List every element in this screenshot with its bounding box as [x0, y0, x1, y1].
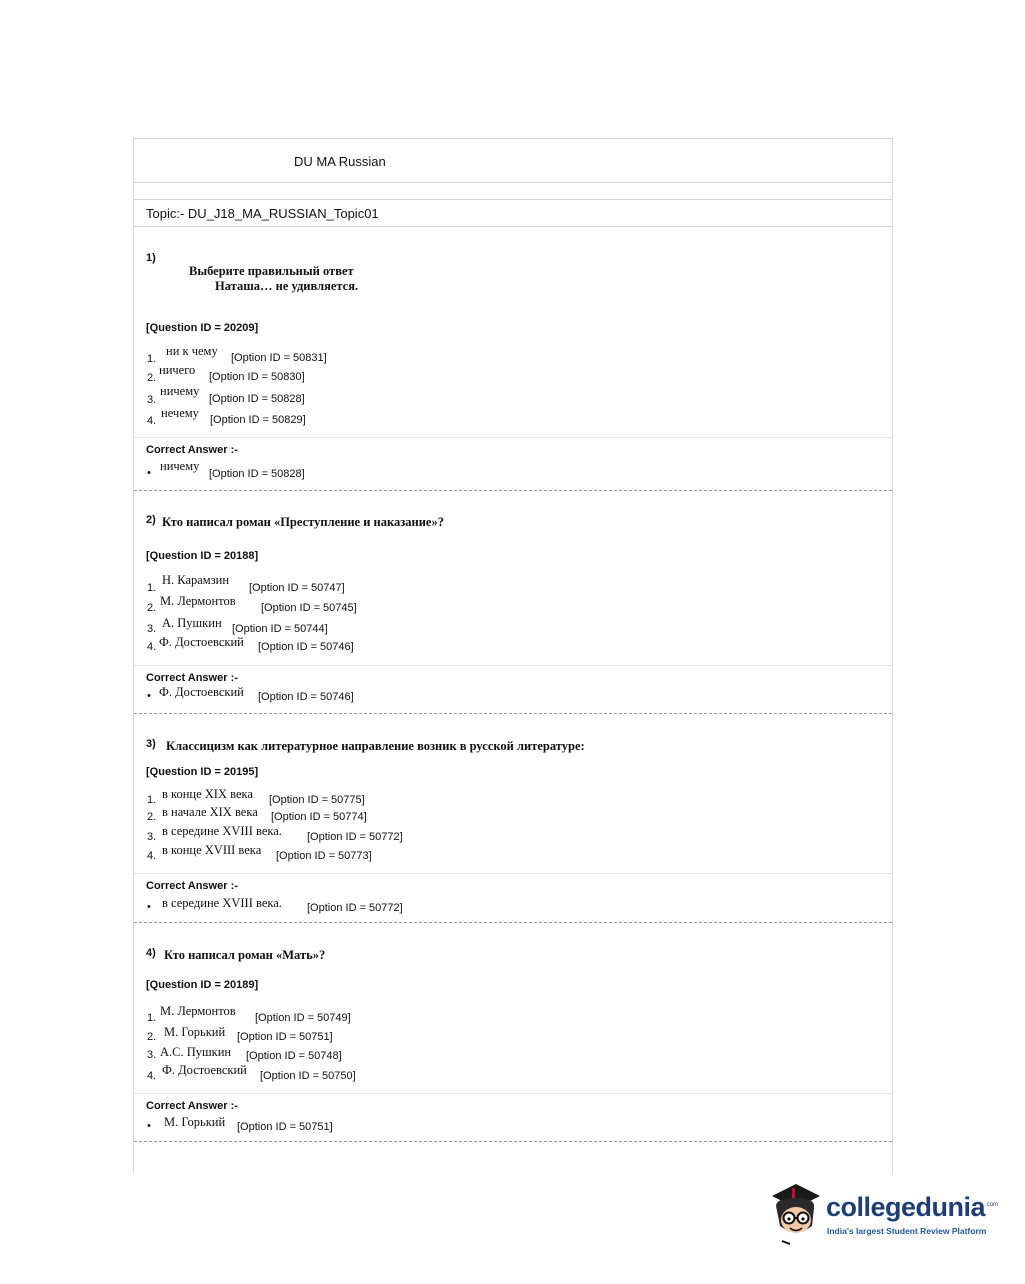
question-number: 1) — [146, 252, 156, 264]
option-number: 4. — [147, 850, 157, 862]
correct-answer-id: [Option ID = 50746] — [258, 691, 354, 703]
question-instruction: Выберите правильный ответ — [189, 264, 354, 278]
option-id: [Option ID = 50745] — [261, 602, 357, 614]
question-sentence: Наташа… не удивляется. — [215, 279, 359, 293]
question-text: Кто написал роман «Преступление и наказание»? — [162, 515, 444, 529]
correct-answer-text: ничему — [160, 459, 200, 473]
question-separator — [134, 1141, 892, 1142]
option-id: [Option ID = 50744] — [232, 623, 328, 635]
divider — [134, 665, 892, 666]
document-title: DU MA Russian — [294, 154, 386, 169]
correct-answer-label: Correct Answer :- — [146, 1100, 238, 1112]
question-text: Классицизм как литературное направление возник в русской литературе: — [166, 739, 585, 753]
answer-bullet: • — [147, 467, 151, 479]
option-number: 1. — [147, 794, 157, 806]
divider — [134, 873, 892, 874]
option-number: 1. — [147, 582, 157, 594]
option-number: 2. — [147, 602, 157, 614]
option-text: ничего — [159, 363, 196, 377]
option-id: [Option ID = 50830] — [209, 371, 305, 383]
option-id: [Option ID = 50748] — [246, 1050, 342, 1062]
option-id: [Option ID = 50746] — [258, 641, 354, 653]
document-frame — [133, 138, 893, 1173]
correct-answer-label: Correct Answer :- — [146, 444, 238, 456]
question-separator — [134, 713, 892, 714]
option-number: 3. — [147, 1049, 157, 1061]
question-id: [Question ID = 20209] — [146, 322, 259, 334]
option-text: Ф. Достоевский — [162, 1063, 247, 1077]
option-id: [Option ID = 50831] — [231, 352, 327, 364]
option-number: 2. — [147, 372, 157, 384]
option-id: [Option ID = 50750] — [260, 1070, 356, 1082]
option-id: [Option ID = 50829] — [210, 414, 306, 426]
correct-answer-id: [Option ID = 50828] — [209, 468, 305, 480]
option-text: в середине XVIII века. — [162, 824, 282, 838]
question-number: 3) — [146, 738, 156, 750]
divider — [134, 1093, 892, 1094]
option-number: 1. — [147, 353, 157, 365]
question-number: 4) — [146, 947, 156, 959]
brand-domain: .com — [985, 1202, 999, 1208]
correct-answer-text: М. Горький — [164, 1115, 226, 1129]
option-number: 4. — [147, 641, 157, 653]
option-number: 4. — [147, 415, 157, 427]
option-id: [Option ID = 50747] — [249, 582, 345, 594]
option-text: ни к чему — [166, 344, 218, 358]
correct-answer-label: Correct Answer :- — [146, 672, 238, 684]
option-number: 3. — [147, 394, 157, 406]
option-id: [Option ID = 50775] — [269, 794, 365, 806]
option-id: [Option ID = 50773] — [276, 850, 372, 862]
question-id: [Question ID = 20189] — [146, 979, 259, 991]
option-text: Н. Карамзин — [162, 573, 230, 587]
option-number: 3. — [147, 623, 157, 635]
brand-name: collegedunia — [826, 1192, 986, 1222]
option-text: Ф. Достоевский — [159, 635, 244, 649]
option-text: М. Лермонтов — [160, 1004, 236, 1018]
correct-answer-id: [Option ID = 50772] — [307, 902, 403, 914]
answer-bullet: • — [147, 1120, 151, 1132]
document-header — [134, 139, 892, 183]
brand-tagline: India's largest Student Review Platform — [827, 1226, 987, 1236]
option-id: [Option ID = 50751] — [237, 1031, 333, 1043]
divider — [134, 437, 892, 438]
option-id: [Option ID = 50828] — [209, 393, 305, 405]
option-text: в начале XIX века — [162, 805, 258, 819]
question-number: 2) — [146, 514, 156, 526]
question-id: [Question ID = 20195] — [146, 766, 259, 778]
answer-bullet: • — [147, 901, 151, 913]
option-text: А.С. Пушкин — [160, 1045, 232, 1059]
option-text: в конце XVIII века — [162, 843, 262, 857]
correct-answer-id: [Option ID = 50751] — [237, 1121, 333, 1133]
correct-answer-label: Correct Answer :- — [146, 880, 238, 892]
option-number: 2. — [147, 811, 157, 823]
option-number: 1. — [147, 1012, 157, 1024]
option-id: [Option ID = 50749] — [255, 1012, 351, 1024]
option-number: 2. — [147, 1031, 157, 1043]
option-text: в конце XIX века — [162, 787, 253, 801]
header-spacer-row — [134, 183, 892, 200]
correct-answer-text: в середине XVIII века. — [162, 896, 282, 910]
option-text: М. Горький — [164, 1025, 226, 1039]
answer-bullet: • — [147, 690, 151, 702]
question-text: Кто написал роман «Мать»? — [164, 948, 326, 962]
option-text: нечему — [161, 406, 199, 420]
option-number: 3. — [147, 831, 157, 843]
question-separator — [134, 922, 892, 923]
question-id: [Question ID = 20188] — [146, 550, 259, 562]
option-text: М. Лермонтов — [160, 594, 236, 608]
mascot-icon — [766, 1178, 824, 1246]
topic-row — [134, 200, 892, 227]
correct-answer-text: Ф. Достоевский — [159, 685, 244, 699]
option-text: А. Пушкин — [162, 616, 222, 630]
question-separator — [134, 490, 892, 491]
collegedunia-logo[interactable] — [766, 1178, 1006, 1248]
option-id: [Option ID = 50774] — [271, 811, 367, 823]
topic-label: Topic:- DU_J18_MA_RUSSIAN_Topic01 — [146, 206, 379, 221]
option-text: ничему — [160, 384, 200, 398]
option-number: 4. — [147, 1070, 157, 1082]
option-id: [Option ID = 50772] — [307, 831, 403, 843]
